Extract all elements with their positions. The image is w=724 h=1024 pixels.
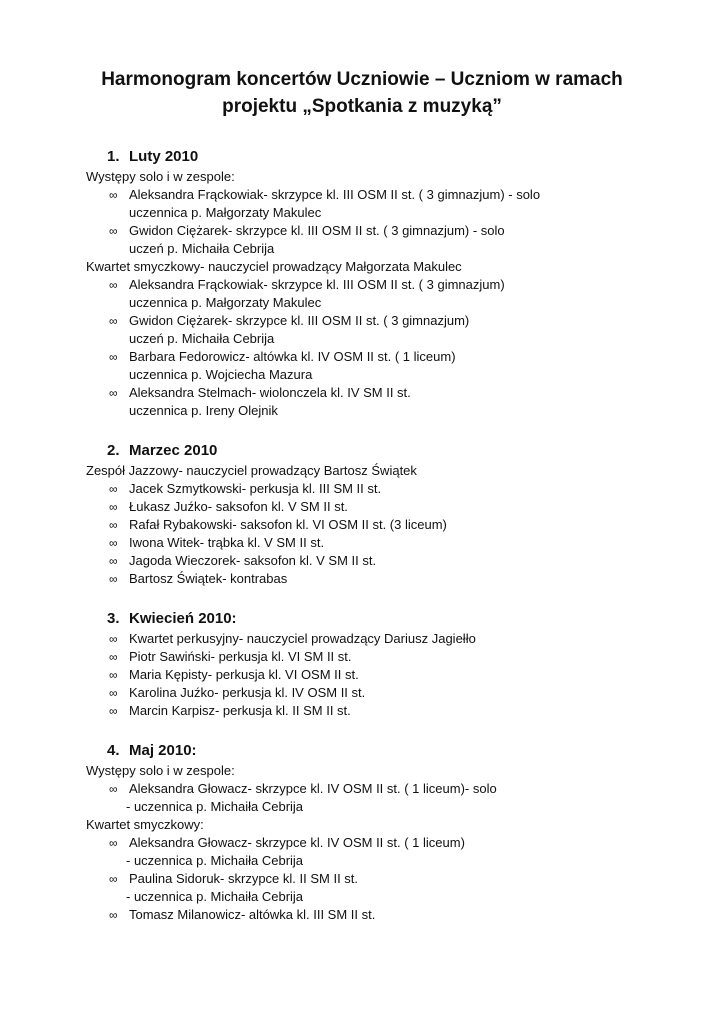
list-item <box>0 834 724 870</box>
list-item <box>0 312 724 348</box>
list-item-text <box>129 906 375 924</box>
list-item-text <box>129 666 359 684</box>
section-number: 2. <box>107 442 120 459</box>
infinity-bullet-icon: ∞ <box>109 536 118 550</box>
teacher-line: - uczennica p. Michaiła Cebrija <box>126 889 304 904</box>
list-item <box>0 348 724 384</box>
performer-line: Jagoda Wieczorek- saksofon kl. V SM II st. <box>129 553 377 568</box>
performer-line: Marcin Karpisz- perkusja kl. II SM II st. <box>129 703 351 718</box>
performer-line: Gwidon Ciężarek- skrzypce kl. III OSM II st. ( 3 gimnazjum) - solo <box>129 223 505 238</box>
list-item-text <box>129 516 447 534</box>
group-subtitle: Kwartet smyczkowy- nauczyciel prowadzący Małgorzata Makulec <box>86 259 462 274</box>
infinity-bullet-icon: ∞ <box>109 908 118 922</box>
infinity-bullet-icon: ∞ <box>109 704 118 718</box>
list-item-text <box>129 276 505 312</box>
infinity-bullet-icon: ∞ <box>109 632 118 646</box>
teacher-line: uczennica p. Małgorzaty Makulec <box>129 295 322 310</box>
performer-line: Kwartet perkusyjny- nauczyciel prowadzący Dariusz Jagiełło <box>129 631 476 646</box>
section-number: 4. <box>107 742 120 759</box>
section-heading <box>0 440 724 462</box>
list-item-text <box>129 552 376 570</box>
teacher-line: uczennica p. Małgorzaty Makulec <box>129 205 322 220</box>
performer-line: Maria Kępisty- perkusja kl. VI OSM II st. <box>129 667 359 682</box>
performer-line: Aleksandra Frąckowiak- skrzypce kl. III OSM II st. ( 3 gimnazjum) <box>129 277 505 292</box>
performer-line: Iwona Witek- trąbka kl. V SM II st. <box>129 535 325 550</box>
infinity-bullet-icon: ∞ <box>109 500 118 514</box>
list-item-text <box>129 648 352 666</box>
list-item-text <box>126 834 465 870</box>
teacher-line: uczeń p. Michaiła Cebrija <box>129 331 275 346</box>
performer-line: Aleksandra Stelmach- wiolonczela kl. IV SM II st. <box>129 385 411 400</box>
infinity-bullet-icon: ∞ <box>109 572 118 586</box>
infinity-bullet-icon: ∞ <box>109 350 118 364</box>
list-item-text <box>126 870 359 906</box>
infinity-bullet-icon: ∞ <box>109 314 118 328</box>
list-item <box>0 384 724 420</box>
list-item <box>0 666 724 684</box>
section-heading <box>0 146 724 168</box>
infinity-bullet-icon: ∞ <box>109 872 118 886</box>
list-item-text <box>129 684 365 702</box>
list-item <box>0 702 724 720</box>
performer-line: Tomasz Milanowicz- altówka kl. III SM II st. <box>129 907 376 922</box>
infinity-bullet-icon: ∞ <box>109 188 118 202</box>
performer-line: Gwidon Ciężarek- skrzypce kl. III OSM II st. ( 3 gimnazjum) <box>129 313 470 328</box>
list-item-text <box>129 630 476 648</box>
infinity-bullet-icon: ∞ <box>109 668 118 682</box>
infinity-bullet-icon: ∞ <box>109 650 118 664</box>
list-item-text <box>129 312 469 348</box>
list-item <box>0 906 724 924</box>
list-item-text <box>129 480 381 498</box>
performer-line: Piotr Sawiński- perkusja kl. VI SM II st. <box>129 649 352 664</box>
performer-line: Barbara Fedorowicz- altówka kl. IV OSM II st. ( 1 liceum) <box>129 349 456 364</box>
teacher-line: - uczennica p. Michaiła Cebrija <box>126 799 304 814</box>
performer-line: Paulina Sidoruk- skrzypce kl. II SM II st. <box>129 871 359 886</box>
performer-line: Aleksandra Głowacz- skrzypce kl. IV OSM II st. ( 1 liceum)- solo <box>129 781 497 796</box>
teacher-line: uczennica p. Wojciecha Mazura <box>129 367 313 382</box>
list-item <box>0 630 724 648</box>
list-item <box>0 648 724 666</box>
performer-line: Łukasz Juźko- saksofon kl. V SM II st. <box>129 499 348 514</box>
list-item <box>0 222 724 258</box>
list-item-text <box>129 384 411 420</box>
teacher-line: uczeń p. Michaiła Cebrija <box>129 241 275 256</box>
infinity-bullet-icon: ∞ <box>109 686 118 700</box>
performer-line: Rafał Rybakowski- saksofon kl. VI OSM II st. (3 liceum) <box>129 517 447 532</box>
infinity-bullet-icon: ∞ <box>109 836 118 850</box>
section-heading-text: Kwiecień 2010: <box>129 610 237 627</box>
infinity-bullet-icon: ∞ <box>109 224 118 238</box>
group-subtitle: Zespół Jazzowy- nauczyciel prowadzący Bartosz Świątek <box>86 463 417 478</box>
list-item <box>0 684 724 702</box>
performer-line: Aleksandra Głowacz- skrzypce kl. IV OSM II st. ( 1 liceum) <box>129 835 465 850</box>
list-item-text <box>129 348 456 384</box>
list-item <box>0 276 724 312</box>
section-gap <box>0 420 724 440</box>
section-gap <box>0 720 724 740</box>
list-item-text <box>126 780 497 816</box>
schedule-content <box>0 146 724 924</box>
infinity-bullet-icon: ∞ <box>109 386 118 400</box>
section-heading-text: Maj 2010: <box>129 742 197 759</box>
list-item <box>0 186 724 222</box>
infinity-bullet-icon: ∞ <box>109 554 118 568</box>
infinity-bullet-icon: ∞ <box>109 518 118 532</box>
group-subtitle: Występy solo i w zespole: <box>86 763 235 778</box>
list-item <box>0 780 724 816</box>
list-item-text <box>129 222 505 258</box>
teacher-line: - uczennica p. Michaiła Cebrija <box>126 853 304 868</box>
list-item-text <box>129 702 351 720</box>
title-line-1: Harmonogram koncertów Uczniowie – Uczniom w ramach <box>101 69 623 90</box>
list-item <box>0 870 724 906</box>
teacher-line: uczennica p. Ireny Olejnik <box>129 403 278 418</box>
document-title <box>40 66 684 120</box>
title-line-2: projektu „Spotkania z muzyką” <box>222 96 502 117</box>
list-item-text <box>129 186 540 222</box>
section-heading-text: Luty 2010 <box>129 148 199 165</box>
list-item <box>0 516 724 534</box>
group-subtitle: Występy solo i w zespole: <box>86 169 235 184</box>
performer-line: Bartosz Świątek- kontrabas <box>129 571 288 586</box>
list-item <box>0 570 724 588</box>
section-heading-text: Marzec 2010 <box>129 442 218 459</box>
section-heading <box>0 608 724 630</box>
section-number: 1. <box>107 148 120 165</box>
infinity-bullet-icon: ∞ <box>109 782 118 796</box>
list-item <box>0 480 724 498</box>
performer-line: Jacek Szmytkowski- perkusja kl. III SM II st. <box>129 481 382 496</box>
list-item <box>0 498 724 516</box>
list-item-text <box>129 534 324 552</box>
list-item <box>0 534 724 552</box>
list-item-text <box>129 498 348 516</box>
section-heading <box>0 740 724 762</box>
performer-line: Aleksandra Frąckowiak- skrzypce kl. III OSM II st. ( 3 gimnazjum) - solo <box>129 187 541 202</box>
list-item <box>0 552 724 570</box>
list-item-text <box>129 570 287 588</box>
infinity-bullet-icon: ∞ <box>109 482 118 496</box>
infinity-bullet-icon: ∞ <box>109 278 118 292</box>
group-subtitle: Kwartet smyczkowy: <box>86 817 204 832</box>
performer-line: Karolina Juźko- perkusja kl. IV OSM II st. <box>129 685 366 700</box>
section-number: 3. <box>107 610 120 627</box>
section-gap <box>0 588 724 608</box>
